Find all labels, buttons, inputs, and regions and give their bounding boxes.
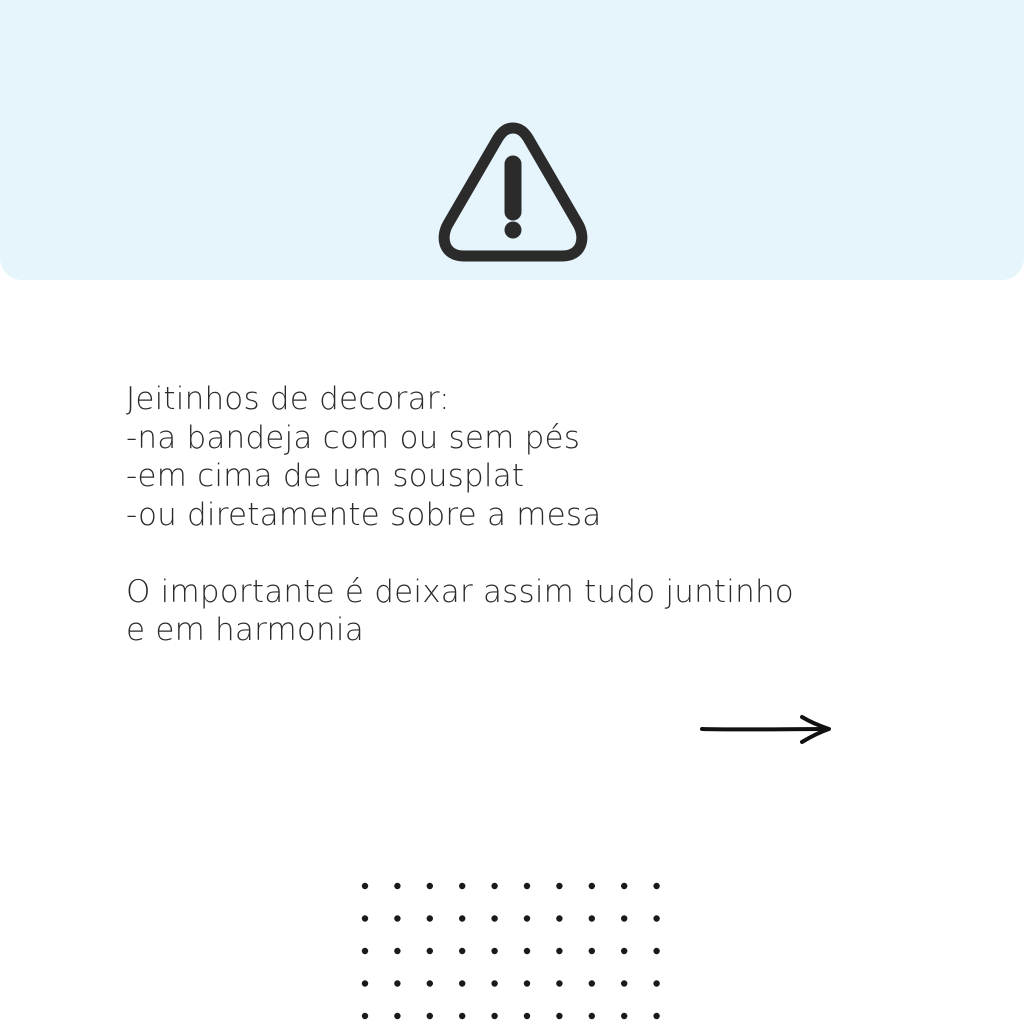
grid-dot [653, 883, 659, 889]
grid-dot [653, 948, 659, 954]
grid-dot [621, 883, 627, 889]
grid-dot [394, 948, 400, 954]
grid-dot [491, 948, 497, 954]
grid-dot [589, 1013, 595, 1019]
list-item: -em cima de um sousplat [126, 458, 525, 494]
grid-dot [491, 1013, 497, 1019]
grid-dot [589, 883, 595, 889]
grid-dot [524, 883, 530, 889]
grid-dot [621, 980, 627, 986]
grid-dot [362, 915, 368, 921]
grid-dot [653, 980, 659, 986]
grid-dot [362, 883, 368, 889]
grid-dot [427, 883, 433, 889]
paragraph-gap [126, 534, 906, 573]
grid-dot [589, 980, 595, 986]
grid-dot [362, 948, 368, 954]
grid-dot [362, 1013, 368, 1019]
grid-dot [394, 883, 400, 889]
grid-dot [621, 948, 627, 954]
grid-dot [491, 915, 497, 921]
header-panel [0, 0, 1024, 280]
grid-dot [491, 883, 497, 889]
grid-dot [394, 980, 400, 986]
grid-dot [427, 980, 433, 986]
grid-dot [459, 915, 465, 921]
body-text [126, 380, 906, 650]
warning-triangle-icon [436, 120, 590, 264]
grid-dot [524, 915, 530, 921]
grid-dot [427, 948, 433, 954]
grid-dot [556, 883, 562, 889]
grid-dot [653, 915, 659, 921]
note-line: O importante é deixar assim tudo juntinho [126, 573, 794, 610]
grid-dot [621, 1013, 627, 1019]
grid-dot [653, 1013, 659, 1019]
grid-dot [491, 980, 497, 986]
heading-line: Jeitinhos de decorar: [126, 381, 450, 417]
grid-dot [427, 915, 433, 921]
grid-dot [524, 1013, 530, 1019]
right-arrow-icon[interactable] [698, 712, 834, 746]
grid-dot [362, 980, 368, 986]
grid-dot [459, 1013, 465, 1019]
grid-dot [524, 980, 530, 986]
grid-dot [556, 948, 562, 954]
list-item: -ou diretamente sobre a mesa [126, 496, 602, 533]
grid-dot [589, 948, 595, 954]
grid-dot [589, 915, 595, 921]
list-item: -na bandeja com ou sem pés [126, 419, 581, 456]
grid-dot [556, 1013, 562, 1019]
note-line: e em harmonia [126, 612, 364, 648]
grid-dot [394, 1013, 400, 1019]
grid-dot [524, 948, 530, 954]
grid-dot [621, 915, 627, 921]
grid-dot [556, 980, 562, 986]
grid-dot [459, 980, 465, 986]
grid-dot [556, 915, 562, 921]
grid-dot [459, 948, 465, 954]
grid-dot [427, 1013, 433, 1019]
grid-dot [394, 915, 400, 921]
dot-grid-pattern [356, 878, 666, 1024]
grid-dot [459, 883, 465, 889]
